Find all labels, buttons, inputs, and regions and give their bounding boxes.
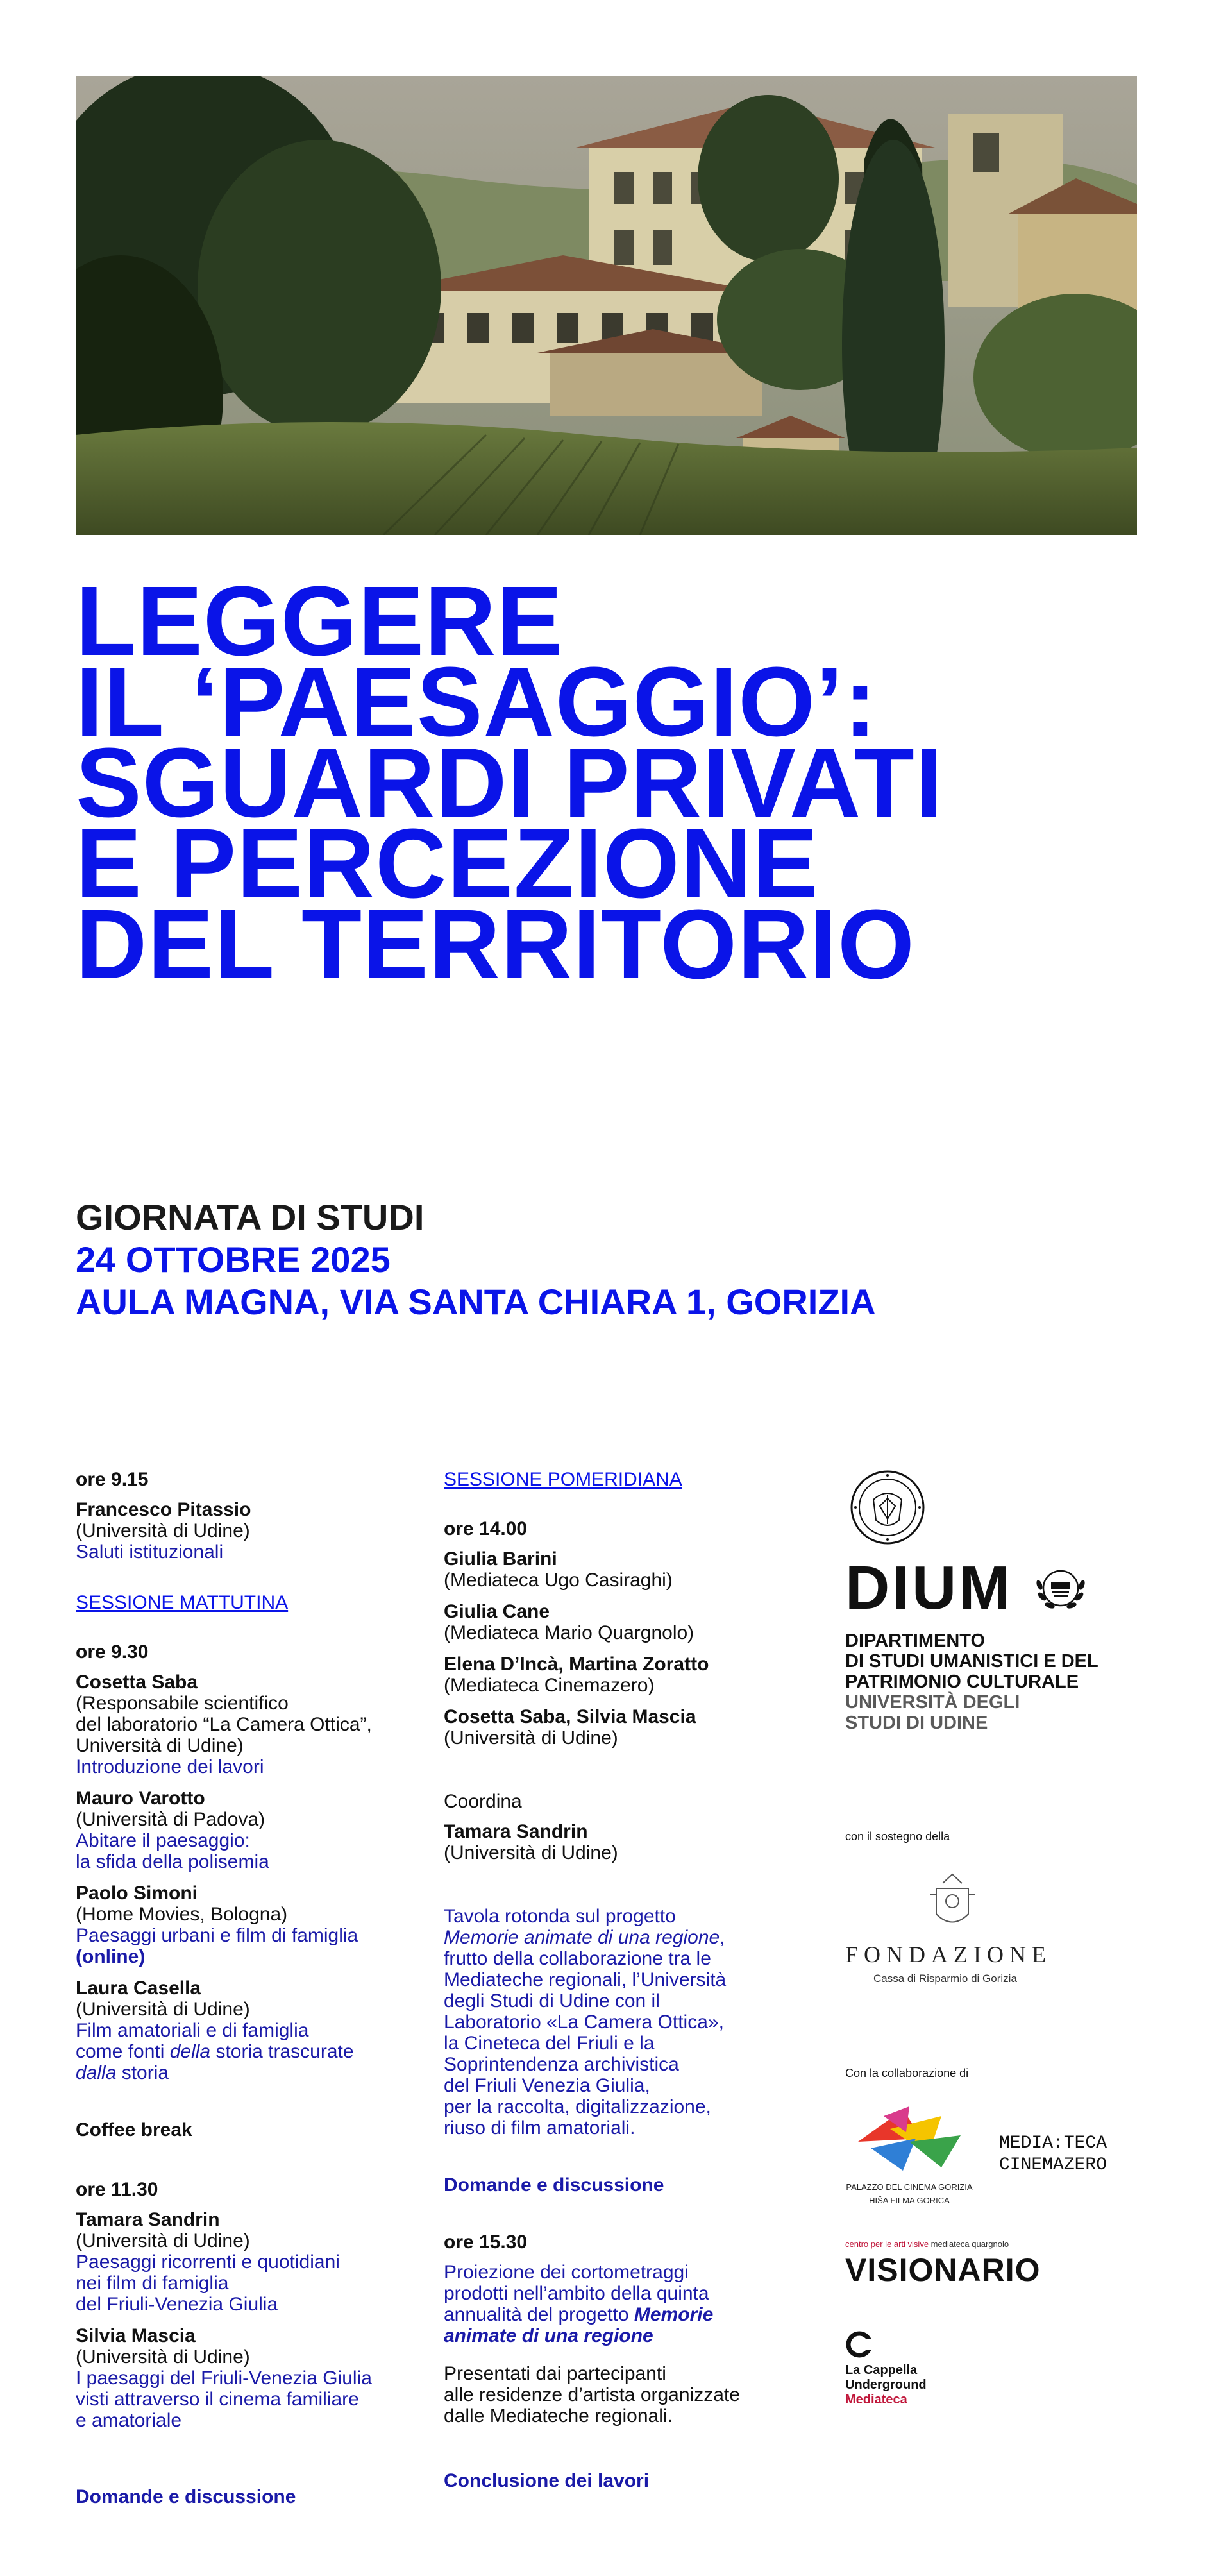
cappella-mediateca: Mediateca bbox=[845, 2393, 907, 2407]
title-line: IL ‘PAESAGGIO’: bbox=[76, 647, 878, 757]
fondazione-logo bbox=[845, 1869, 1153, 1989]
cappella-mark-icon bbox=[845, 2330, 873, 2359]
speaker-block bbox=[76, 1499, 409, 1563]
speaker-block bbox=[76, 2209, 409, 2315]
talk-title: Introduzione dei lavori bbox=[76, 1756, 264, 1777]
closing: Conclusione dei lavori bbox=[444, 2470, 650, 2491]
speaker-block bbox=[76, 1978, 409, 2083]
talk-title: la sfida della polisemia bbox=[76, 1851, 269, 1872]
event-date: 24 OTTOBRE 2025 bbox=[76, 1239, 391, 1280]
session-heading-afternoon: SESSIONE POMERIDIANA bbox=[444, 1469, 682, 1490]
speaker-affiliation: (Università di Udine) bbox=[76, 2230, 250, 2251]
title-line: LEGGERE bbox=[76, 566, 564, 676]
palazzo-caption: PALAZZO DEL CINEMA GORIZIA bbox=[846, 2182, 973, 2192]
round-table-line: degli Studi di Udine con il bbox=[444, 1990, 660, 2012]
fondazione-subtitle: Cassa di Risparmio di Gorizia bbox=[873, 1972, 1017, 1985]
visionario-wordmark: VISIONARIO bbox=[845, 2252, 1041, 2288]
project-name: animate di una regione bbox=[444, 2325, 653, 2346]
speaker-affiliation: (Università di Padova) bbox=[76, 1809, 265, 1830]
talk-title: Paesaggi urbani e film di famiglia bbox=[76, 1925, 358, 1946]
talk-text-italic: della bbox=[169, 2041, 211, 2062]
talk-title: e amatoriale bbox=[76, 2410, 182, 2431]
talk-text-italic: dalla bbox=[76, 2062, 117, 2083]
title-line: DEL TERRITORIO bbox=[76, 889, 915, 999]
time-label: ore 9.15 bbox=[76, 1469, 149, 1490]
talk-title-line bbox=[76, 2062, 409, 2083]
cappella-underground-logo bbox=[845, 2330, 1153, 2407]
round-table-block bbox=[444, 1906, 790, 2139]
talk-title: nei film di famiglia bbox=[76, 2273, 229, 2294]
speaker-affiliation: del laboratorio “La Camera Ottica”, bbox=[76, 1714, 372, 1735]
mediateca-line: CINEMAZERO bbox=[999, 2155, 1107, 2175]
project-name: Memorie animate di una regione bbox=[444, 1927, 720, 1948]
speaker-affiliation: (Mediateca Mario Quargnolo) bbox=[444, 1622, 694, 1643]
coffee-break: Coffee break bbox=[76, 2119, 192, 2140]
time-label: ore 14.00 bbox=[444, 1518, 528, 1539]
round-table-line bbox=[444, 1927, 790, 1948]
speaker-affiliation: (Università di Udine) bbox=[76, 1520, 250, 1541]
university-line: UNIVERSITÀ DEGLI bbox=[845, 1692, 1020, 1713]
screening-block bbox=[444, 2262, 790, 2346]
speaker-block bbox=[76, 2325, 409, 2431]
speaker-affiliation: (Università di Udine) bbox=[76, 1999, 250, 2020]
speaker-name: Giulia Cane bbox=[444, 1601, 550, 1622]
speaker-name: Cosetta Saba bbox=[76, 1672, 198, 1693]
speaker-block bbox=[444, 1706, 790, 1749]
screening-line: Proiezione dei cortometraggi bbox=[444, 2262, 689, 2283]
speaker-affiliation: (Università di Udine) bbox=[444, 1727, 618, 1749]
department-line: DI STUDI UMANISTICI E DEL bbox=[845, 1651, 1098, 1672]
speaker-name: Francesco Pitassio bbox=[76, 1499, 251, 1520]
dium-wordmark: DIUM bbox=[845, 1554, 1013, 1622]
palazzo-caption: HIŠA FILMA GORICA bbox=[869, 2196, 950, 2205]
talk-text: storia bbox=[116, 2062, 169, 2083]
university-seal-icon bbox=[849, 1469, 926, 1546]
round-table-line: Mediateche regionali, l’Università bbox=[444, 1969, 727, 1990]
mediateca-line: MEDIA:TECA bbox=[999, 2133, 1107, 2153]
talk-title: Saluti istituzionali bbox=[76, 1541, 224, 1563]
speaker-affiliation: (Responsabile scientifico bbox=[76, 1693, 289, 1714]
speaker-block bbox=[76, 1883, 409, 1967]
talk-title: Abitare il paesaggio: bbox=[76, 1830, 250, 1851]
screening-text: annualità del progetto bbox=[444, 2304, 634, 2325]
morning-program bbox=[76, 1469, 409, 2507]
speaker-block bbox=[444, 1601, 790, 1643]
speaker-name: Giulia Barini bbox=[444, 1548, 557, 1570]
speaker-affiliation: (Mediateca Cinemazero) bbox=[444, 1675, 655, 1696]
collaboration-label: Con la collaborazione di bbox=[845, 2067, 969, 2080]
speaker-name: Silvia Mascia bbox=[76, 2325, 196, 2346]
talk-text: storia trascurate bbox=[210, 2041, 354, 2062]
talk-title: del Friuli-Venezia Giulia bbox=[76, 2294, 278, 2315]
university-line: STUDI DI UDINE bbox=[845, 1713, 988, 1733]
coordinator-block bbox=[444, 1821, 790, 1863]
department-line: DIPARTIMENTO bbox=[845, 1631, 986, 1651]
colorful-shapes-icon bbox=[845, 2103, 973, 2174]
mediateca-cinemazero-logo bbox=[999, 2133, 1107, 2176]
screening-line bbox=[444, 2304, 790, 2325]
talk-title: Paesaggi ricorrenti e quotidiani bbox=[76, 2251, 340, 2273]
partners-row bbox=[845, 2103, 1153, 2205]
talk-text: come fonti bbox=[76, 2041, 170, 2062]
event-kind: GIORNATA DI STUDI bbox=[76, 1197, 425, 1237]
time-label: ore 11.30 bbox=[76, 2179, 158, 2200]
project-name: Memorie bbox=[634, 2304, 714, 2325]
hero-photo bbox=[76, 76, 1137, 535]
palazzo-del-cinema-logo bbox=[845, 2103, 973, 2205]
time-label: ore 15.30 bbox=[444, 2232, 528, 2253]
afternoon-program bbox=[444, 1469, 790, 2491]
title-line: SGUARDI PRIVATI bbox=[76, 727, 943, 838]
speaker-name: Paolo Simoni bbox=[76, 1883, 198, 1904]
department-name bbox=[845, 1631, 1153, 1733]
coordinator-label: Coordina bbox=[444, 1791, 522, 1812]
screening-line: prodotti nell’ambito della quinta bbox=[444, 2283, 709, 2304]
coordinator-affiliation: (Università di Udine) bbox=[444, 1842, 618, 1863]
speaker-name: Cosetta Saba, Silvia Mascia bbox=[444, 1706, 696, 1727]
time-label: ore 9.30 bbox=[76, 1641, 149, 1663]
qa-morning: Domande e discussione bbox=[76, 2486, 296, 2507]
round-table-line: per la raccolta, digitalizzazione, bbox=[444, 2096, 711, 2117]
visionario-tagline-a: centro per le arti visive bbox=[845, 2239, 929, 2249]
dium-logo bbox=[845, 1554, 1153, 1622]
round-table-line: frutto della collaborazione tra le bbox=[444, 1948, 711, 1969]
round-table-line: Laboratorio «La Camera Ottica», bbox=[444, 2012, 724, 2033]
crest-icon bbox=[917, 1869, 988, 1933]
talk-title-line bbox=[76, 2041, 409, 2062]
department-line: PATRIMONIO CULTURALE bbox=[845, 1672, 1079, 1692]
presented-note: alle residenze d’artista organizzate bbox=[444, 2384, 740, 2405]
speaker-name: Tamara Sandrin bbox=[76, 2209, 220, 2230]
event-venue: AULA MAGNA, VIA SANTA CHIARA 1, GORIZIA bbox=[76, 1282, 876, 1322]
fondazione-wordmark: FONDAZIONE bbox=[845, 1942, 1052, 1967]
round-table-line: la Cineteca del Friuli e la bbox=[444, 2033, 655, 2054]
presented-note: Presentati dai partecipanti bbox=[444, 2363, 666, 2384]
speaker-affiliation: (Home Movies, Bologna) bbox=[76, 1904, 288, 1925]
speaker-block bbox=[76, 1672, 409, 1777]
speaker-name: Laura Casella bbox=[76, 1978, 201, 1999]
session-heading-morning: SESSIONE MATTUTINA bbox=[76, 1592, 289, 1613]
round-table-text: , bbox=[720, 1927, 725, 1948]
online-note: (online) bbox=[76, 1946, 146, 1967]
qa-afternoon: Domande e discussione bbox=[444, 2174, 664, 2196]
event-title bbox=[76, 566, 1166, 999]
laurel-badge-icon bbox=[1032, 1559, 1090, 1617]
title-line: E PERCEZIONE bbox=[76, 808, 819, 919]
talk-title: I paesaggi del Friuli-Venezia Giulia bbox=[76, 2368, 372, 2389]
cappella-line: Underground bbox=[845, 2378, 927, 2392]
visionario-logo bbox=[845, 2233, 1153, 2288]
presented-note: dalle Mediateche regionali. bbox=[444, 2405, 673, 2427]
speaker-affiliation: Università di Udine) bbox=[76, 1735, 244, 1756]
round-table-line: del Friuli Venezia Giulia, bbox=[444, 2075, 650, 2096]
logos-column bbox=[845, 1469, 1153, 2407]
round-table-line: Tavola rotonda sul progetto bbox=[444, 1906, 676, 1927]
speaker-block bbox=[444, 1654, 790, 1696]
speaker-affiliation: (Università di Udine) bbox=[76, 2346, 250, 2368]
visionario-tagline-b: mediateca quargnolo bbox=[929, 2239, 1009, 2249]
speaker-affiliation: (Mediateca Ugo Casiraghi) bbox=[444, 1570, 673, 1591]
speaker-block bbox=[444, 1548, 790, 1591]
villa-landscape-illustration bbox=[76, 76, 1137, 535]
speaker-name: Elena D’Incà, Martina Zoratto bbox=[444, 1654, 709, 1675]
coordinator-name: Tamara Sandrin bbox=[444, 1821, 588, 1842]
support-label: con il sostegno della bbox=[845, 1830, 950, 1843]
event-info bbox=[76, 1196, 1102, 1323]
talk-title: visti attraverso il cinema familiare bbox=[76, 2389, 359, 2410]
round-table-line: riuso di film amatoriali. bbox=[444, 2117, 635, 2139]
speaker-block bbox=[76, 1788, 409, 1872]
round-table-line: Soprintendenza archivistica bbox=[444, 2054, 679, 2075]
speaker-name: Mauro Varotto bbox=[76, 1788, 205, 1809]
cappella-line: La Cappella bbox=[845, 2363, 918, 2377]
talk-title: Film amatoriali e di famiglia bbox=[76, 2020, 309, 2041]
